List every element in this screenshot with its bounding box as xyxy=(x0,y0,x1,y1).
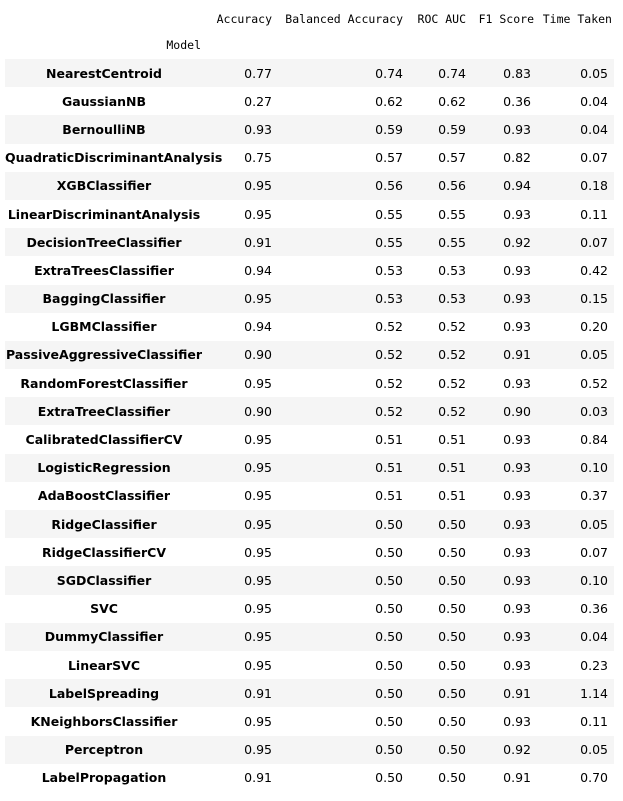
roc-auc-cell: 0.50 xyxy=(438,657,466,673)
f1-score-cell: 0.93 xyxy=(503,262,531,278)
table-row xyxy=(5,651,614,679)
time-taken-cell: 0.05 xyxy=(580,742,608,758)
index-row-blank xyxy=(203,31,274,59)
table-row xyxy=(5,764,614,792)
table-row xyxy=(5,115,614,143)
accuracy-cell: 0.94 xyxy=(244,319,272,335)
time-taken-cell: 0.04 xyxy=(580,629,608,645)
table-row xyxy=(5,341,614,369)
roc-auc-cell: 0.74 xyxy=(438,65,466,81)
roc-auc-cell: 0.50 xyxy=(438,713,466,729)
f1-score-cell: 0.93 xyxy=(503,516,531,532)
roc-auc-cell: 0.51 xyxy=(438,488,466,504)
table-row xyxy=(5,285,614,313)
balanced-accuracy-cell: 0.50 xyxy=(375,544,403,560)
time-taken-cell: 0.07 xyxy=(580,234,608,250)
accuracy-cell: 0.94 xyxy=(244,262,272,278)
time-taken-cell: 0.23 xyxy=(580,657,608,673)
model-name-cell: Perceptron xyxy=(64,742,144,758)
model-name-cell: NearestCentroid xyxy=(46,65,162,81)
model-name-cell: QuadraticDiscriminantAnalysis xyxy=(5,150,223,166)
balanced-accuracy-cell: 0.57 xyxy=(375,150,403,166)
roc-auc-cell: 0.52 xyxy=(438,347,466,363)
table-row xyxy=(5,595,614,623)
f1-score-cell: 0.93 xyxy=(503,572,531,588)
roc-auc-cell: 0.52 xyxy=(438,319,466,335)
model-name-cell: LinearSVC xyxy=(67,657,141,673)
time-taken-cell: 0.15 xyxy=(580,291,608,307)
roc-auc-cell: 0.57 xyxy=(438,150,466,166)
time-taken-cell: 0.18 xyxy=(580,178,608,194)
accuracy-cell: 0.27 xyxy=(244,93,272,109)
accuracy-cell: 0.91 xyxy=(244,685,272,701)
time-taken-cell: 0.04 xyxy=(580,121,608,137)
accuracy-cell: 0.91 xyxy=(244,770,272,786)
roc-auc-cell: 0.59 xyxy=(438,121,466,137)
accuracy-cell: 0.93 xyxy=(244,121,272,137)
table-row xyxy=(5,566,614,594)
roc-auc-cell: 0.50 xyxy=(438,629,466,645)
balanced-accuracy-cell: 0.50 xyxy=(375,742,403,758)
balanced-accuracy-cell: 0.50 xyxy=(375,629,403,645)
model-name-cell: RidgeClassifier xyxy=(51,516,157,532)
balanced-accuracy-cell: 0.50 xyxy=(375,770,403,786)
index-row-blank xyxy=(468,31,536,59)
model-name-cell: GaussianNB xyxy=(61,93,147,109)
table-row xyxy=(5,228,614,256)
accuracy-cell: 0.90 xyxy=(244,403,272,419)
balanced-accuracy-cell: 0.50 xyxy=(375,516,403,532)
f1-score-cell: 0.82 xyxy=(503,150,531,166)
column-header-row xyxy=(5,6,614,31)
accuracy-cell: 0.90 xyxy=(244,347,272,363)
accuracy-cell: 0.95 xyxy=(244,432,272,448)
table-row xyxy=(5,707,614,735)
f1-score-cell: 0.92 xyxy=(503,234,531,250)
header-accuracy: Accuracy xyxy=(216,11,272,26)
model-name-cell: LabelSpreading xyxy=(48,685,160,701)
table-row xyxy=(5,144,614,172)
time-taken-cell: 0.42 xyxy=(580,262,608,278)
model-name-cell: LGBMClassifier xyxy=(51,319,157,335)
table-row xyxy=(5,736,614,764)
roc-auc-cell: 0.55 xyxy=(438,234,466,250)
accuracy-cell: 0.95 xyxy=(244,206,272,222)
accuracy-cell: 0.77 xyxy=(244,65,272,81)
time-taken-cell: 0.20 xyxy=(580,319,608,335)
f1-score-cell: 0.93 xyxy=(503,629,531,645)
time-taken-cell: 0.05 xyxy=(580,347,608,363)
f1-score-cell: 0.83 xyxy=(503,65,531,81)
balanced-accuracy-cell: 0.51 xyxy=(375,460,403,476)
balanced-accuracy-cell: 0.62 xyxy=(375,93,403,109)
balanced-accuracy-cell: 0.50 xyxy=(375,685,403,701)
accuracy-cell: 0.95 xyxy=(244,178,272,194)
f1-score-cell: 0.93 xyxy=(503,544,531,560)
index-name-label: Model xyxy=(166,38,201,52)
index-row-blank xyxy=(274,31,405,59)
table-row xyxy=(5,538,614,566)
table-row xyxy=(5,172,614,200)
roc-auc-cell: 0.50 xyxy=(438,742,466,758)
roc-auc-cell: 0.53 xyxy=(438,262,466,278)
model-name-cell: RidgeClassifierCV xyxy=(41,544,167,560)
f1-score-cell: 0.91 xyxy=(503,347,531,363)
balanced-accuracy-cell: 0.53 xyxy=(375,291,403,307)
roc-auc-cell: 0.51 xyxy=(438,460,466,476)
accuracy-cell: 0.75 xyxy=(244,150,272,166)
f1-score-cell: 0.93 xyxy=(503,121,531,137)
f1-score-cell: 0.93 xyxy=(503,713,531,729)
accuracy-cell: 0.95 xyxy=(244,516,272,532)
time-taken-cell: 0.37 xyxy=(580,488,608,504)
roc-auc-cell: 0.55 xyxy=(438,206,466,222)
model-name-cell: BernoulliNB xyxy=(62,121,146,137)
header-f1-score: F1 Score xyxy=(478,11,534,26)
f1-score-cell: 0.36 xyxy=(503,93,531,109)
accuracy-cell: 0.91 xyxy=(244,234,272,250)
model-name-cell: ExtraTreesClassifier xyxy=(34,262,174,278)
table-row xyxy=(5,59,614,87)
model-name-cell: LogisticRegression xyxy=(37,460,171,476)
time-taken-cell: 0.52 xyxy=(580,375,608,391)
f1-score-cell: 0.93 xyxy=(503,460,531,476)
time-taken-cell: 0.07 xyxy=(580,544,608,560)
header-roc-auc: ROC AUC xyxy=(417,11,466,26)
f1-score-cell: 0.93 xyxy=(503,657,531,673)
header-balanced-accuracy: Balanced Accuracy xyxy=(285,11,403,26)
model-name-cell: DummyClassifier xyxy=(44,629,164,645)
f1-score-cell: 0.93 xyxy=(503,206,531,222)
balanced-accuracy-cell: 0.50 xyxy=(375,657,403,673)
time-taken-cell: 1.14 xyxy=(580,685,608,701)
index-row-blank xyxy=(536,31,614,59)
accuracy-cell: 0.95 xyxy=(244,572,272,588)
roc-auc-cell: 0.56 xyxy=(438,178,466,194)
accuracy-cell: 0.95 xyxy=(244,742,272,758)
balanced-accuracy-cell: 0.56 xyxy=(375,178,403,194)
accuracy-cell: 0.95 xyxy=(244,657,272,673)
accuracy-cell: 0.95 xyxy=(244,460,272,476)
table-row xyxy=(5,425,614,453)
roc-auc-cell: 0.50 xyxy=(438,572,466,588)
time-taken-cell: 0.84 xyxy=(580,432,608,448)
model-name-cell: SVC xyxy=(90,601,118,617)
model-name-cell: DecisionTreeClassifier xyxy=(26,234,182,250)
table-row xyxy=(5,679,614,707)
f1-score-cell: 0.90 xyxy=(503,403,531,419)
model-name-cell: PassiveAggressiveClassifier xyxy=(5,347,203,363)
f1-score-cell: 0.91 xyxy=(503,770,531,786)
f1-score-cell: 0.93 xyxy=(503,432,531,448)
table-row xyxy=(5,200,614,228)
table-row xyxy=(5,87,614,115)
accuracy-cell: 0.95 xyxy=(244,488,272,504)
model-name-cell: XGBClassifier xyxy=(56,178,152,194)
table-header xyxy=(5,6,614,59)
balanced-accuracy-cell: 0.52 xyxy=(375,403,403,419)
f1-score-cell: 0.93 xyxy=(503,601,531,617)
time-taken-cell: 0.70 xyxy=(580,770,608,786)
balanced-accuracy-cell: 0.52 xyxy=(375,319,403,335)
model-name-cell: LinearDiscriminantAnalysis xyxy=(7,206,201,222)
time-taken-cell: 0.10 xyxy=(580,572,608,588)
roc-auc-cell: 0.50 xyxy=(438,685,466,701)
model-name-cell: AdaBoostClassifier xyxy=(37,488,171,504)
index-name-row xyxy=(5,31,614,59)
table-row xyxy=(5,482,614,510)
roc-auc-cell: 0.50 xyxy=(438,544,466,560)
time-taken-cell: 0.04 xyxy=(580,93,608,109)
header-blank xyxy=(5,6,203,31)
table-row xyxy=(5,313,614,341)
balanced-accuracy-cell: 0.50 xyxy=(375,572,403,588)
time-taken-cell: 0.03 xyxy=(580,403,608,419)
table-row xyxy=(5,369,614,397)
table-row xyxy=(5,510,614,538)
time-taken-cell: 0.36 xyxy=(580,601,608,617)
balanced-accuracy-cell: 0.50 xyxy=(375,601,403,617)
balanced-accuracy-cell: 0.51 xyxy=(375,488,403,504)
balanced-accuracy-cell: 0.52 xyxy=(375,375,403,391)
balanced-accuracy-cell: 0.55 xyxy=(375,206,403,222)
f1-score-cell: 0.93 xyxy=(503,291,531,307)
time-taken-cell: 0.11 xyxy=(580,713,608,729)
f1-score-cell: 0.93 xyxy=(503,488,531,504)
balanced-accuracy-cell: 0.51 xyxy=(375,432,403,448)
roc-auc-cell: 0.53 xyxy=(438,291,466,307)
balanced-accuracy-cell: 0.74 xyxy=(375,65,403,81)
balanced-accuracy-cell: 0.50 xyxy=(375,713,403,729)
accuracy-cell: 0.95 xyxy=(244,291,272,307)
roc-auc-cell: 0.51 xyxy=(438,432,466,448)
model-name-cell: SGDClassifier xyxy=(56,572,152,588)
header-time-taken: Time Taken xyxy=(542,11,612,26)
time-taken-cell: 0.05 xyxy=(580,65,608,81)
f1-score-cell: 0.91 xyxy=(503,685,531,701)
table-body xyxy=(5,59,614,792)
roc-auc-cell: 0.62 xyxy=(438,93,466,109)
roc-auc-cell: 0.50 xyxy=(438,770,466,786)
table-row xyxy=(5,623,614,651)
accuracy-cell: 0.95 xyxy=(244,601,272,617)
table-row xyxy=(5,256,614,284)
model-name-cell: RandomForestClassifier xyxy=(20,375,188,391)
accuracy-cell: 0.95 xyxy=(244,375,272,391)
model-name-cell: KNeighborsClassifier xyxy=(30,713,178,729)
model-name-cell: ExtraTreeClassifier xyxy=(37,403,171,419)
f1-score-cell: 0.93 xyxy=(503,319,531,335)
f1-score-cell: 0.92 xyxy=(503,742,531,758)
f1-score-cell: 0.93 xyxy=(503,375,531,391)
accuracy-cell: 0.95 xyxy=(244,713,272,729)
model-name-cell: LabelPropagation xyxy=(41,770,167,786)
f1-score-cell: 0.94 xyxy=(503,178,531,194)
roc-auc-cell: 0.52 xyxy=(438,403,466,419)
time-taken-cell: 0.11 xyxy=(580,206,608,222)
roc-auc-cell: 0.50 xyxy=(438,516,466,532)
balanced-accuracy-cell: 0.55 xyxy=(375,234,403,250)
balanced-accuracy-cell: 0.53 xyxy=(375,262,403,278)
model-results-table xyxy=(5,6,614,792)
model-name-cell: CalibratedClassifierCV xyxy=(25,432,183,448)
time-taken-cell: 0.07 xyxy=(580,150,608,166)
table-row xyxy=(5,397,614,425)
index-row-blank xyxy=(405,31,468,59)
balanced-accuracy-cell: 0.59 xyxy=(375,121,403,137)
accuracy-cell: 0.95 xyxy=(244,629,272,645)
balanced-accuracy-cell: 0.52 xyxy=(375,347,403,363)
roc-auc-cell: 0.52 xyxy=(438,375,466,391)
accuracy-cell: 0.95 xyxy=(244,544,272,560)
time-taken-cell: 0.05 xyxy=(580,516,608,532)
table-row xyxy=(5,454,614,482)
roc-auc-cell: 0.50 xyxy=(438,601,466,617)
model-name-cell: BaggingClassifier xyxy=(42,291,166,307)
time-taken-cell: 0.10 xyxy=(580,460,608,476)
